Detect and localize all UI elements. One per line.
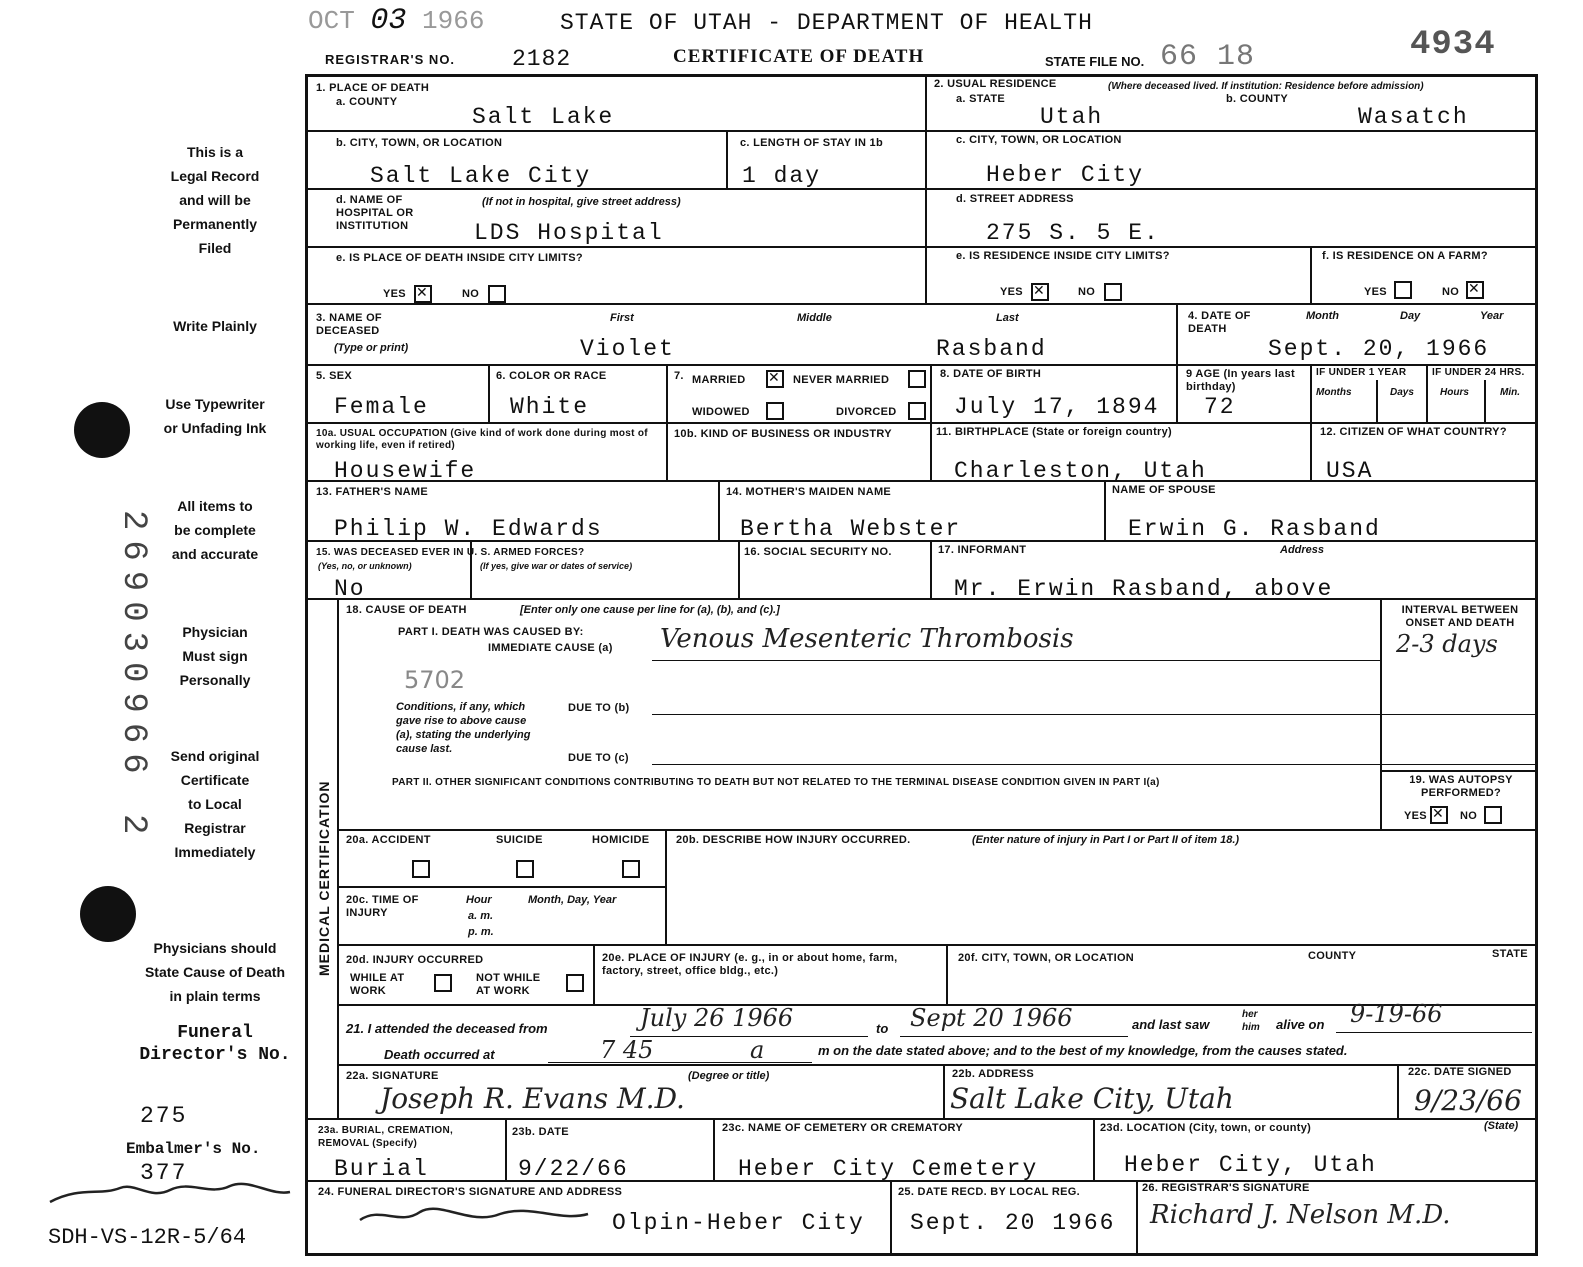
- label-mother: 14. MOTHER'S MAIDEN NAME: [726, 486, 892, 498]
- label-attended-from: 21. I attended the deceased from: [346, 1021, 548, 1036]
- hospital-value: LDS Hospital: [474, 220, 664, 246]
- label-no: NO: [1460, 810, 1478, 822]
- registrar-sig-value: Richard J. Nelson M.D.: [1150, 1200, 1451, 1230]
- rule: [943, 1064, 945, 1118]
- attended-from-value: July 26 1966: [640, 1004, 794, 1032]
- label-cause-note: [Enter only one cause per line for (a), (b), and (c).]: [520, 604, 780, 616]
- suicide-checkbox[interactable]: [516, 860, 534, 878]
- embalmer-no: 377: [140, 1160, 188, 1186]
- rule: [946, 944, 948, 1004]
- label-due-b: DUE TO (b): [568, 702, 630, 714]
- funeral-no-label: [115, 1022, 315, 1066]
- rule: [925, 74, 927, 304]
- form-id: SDH-VS-12R-5/64: [48, 1225, 247, 1250]
- margin-line: Send original: [170, 748, 260, 764]
- sig-address-value: Salt Lake City, Utah: [950, 1082, 1234, 1115]
- label-last-saw: and last saw: [1132, 1017, 1210, 1032]
- rule: [1104, 480, 1106, 540]
- label-degree: (Degree or title): [688, 1070, 770, 1082]
- rule: [713, 1118, 715, 1180]
- label-residence-note: (Where deceased lived. If institution: Residence before admission): [1108, 81, 1424, 92]
- label-to: to: [876, 1021, 889, 1036]
- not-while-work-checkbox[interactable]: [566, 974, 584, 992]
- label-divorced: DIVORCED: [836, 406, 897, 418]
- label-injury-city: 20f. CITY, TOWN, OR LOCATION: [958, 952, 1135, 964]
- label-city: b. CITY, TOWN, OR LOCATION: [336, 137, 503, 149]
- location-value: Heber City, Utah: [1124, 1152, 1377, 1178]
- date-stamp: [308, 4, 484, 38]
- label-address: Address: [1280, 544, 1325, 556]
- burial-date-value: 9/22/66: [518, 1156, 629, 1182]
- mother-value: Bertha Webster: [740, 516, 962, 542]
- punch-hole-bottom: [80, 886, 136, 942]
- rule: [1093, 1118, 1095, 1180]
- married-checkbox[interactable]: [766, 370, 784, 388]
- last-name-value: Rasband: [936, 336, 1047, 362]
- label-birthplace: 11. BIRTHPLACE (State or foreign country): [936, 426, 1172, 438]
- label-type-print: (Type or print): [334, 342, 409, 354]
- margin-line: Funeral: [177, 1023, 253, 1043]
- state-file-no: 66 18: [1160, 40, 1256, 74]
- vertical-number: 269030966 2: [114, 510, 152, 845]
- label-am: a. m.: [468, 910, 494, 922]
- death-time-value: 7 45: [600, 1036, 654, 1064]
- label-due-c: DUE TO (c): [568, 752, 629, 764]
- cause-code: 5702: [404, 666, 466, 694]
- label-location-state: (State): [1484, 1120, 1519, 1132]
- death-date-value: Sept. 20, 1966: [1268, 336, 1490, 362]
- label-under-24-hrs: IF UNDER 24 HRS.: [1432, 367, 1525, 378]
- rule: [305, 422, 1538, 424]
- rule: [726, 130, 728, 188]
- label-married: MARRIED: [692, 374, 746, 386]
- margin-line: Registrar: [184, 820, 246, 836]
- label-cemetery: 23c. NAME OF CEMETERY OR CREMATORY: [722, 1122, 964, 1134]
- burial-value: Burial: [334, 1156, 429, 1182]
- label-hours: Hours: [1440, 387, 1469, 398]
- margin-physician: [125, 620, 305, 692]
- never-married-checkbox[interactable]: [908, 370, 926, 388]
- while-work-checkbox[interactable]: [434, 974, 452, 992]
- date-stamp-day: 03: [370, 4, 407, 38]
- margin-line: Immediately: [174, 844, 256, 860]
- label-res-state: a. STATE: [956, 93, 1006, 105]
- label-months: Months: [1316, 387, 1352, 398]
- label-age: 9 AGE (In years last birthday): [1186, 368, 1295, 393]
- label-usual-residence: 2. USUAL RESIDENCE: [934, 78, 1057, 90]
- label-stay: c. LENGTH OF STAY IN 1b: [740, 137, 883, 149]
- label-first: First: [610, 312, 634, 324]
- margin-line: Director's No.: [139, 1045, 291, 1065]
- funeral-signature-scribble: [40, 1166, 600, 1256]
- label-yes: YES: [383, 288, 406, 300]
- label-funeral-director: 24. FUNERAL DIRECTOR'S SIGNATURE AND ADDRESS: [318, 1186, 623, 1198]
- rule: [1484, 380, 1486, 422]
- label-street: d. STREET ADDRESS: [956, 193, 1074, 205]
- label-min: Min.: [1500, 387, 1520, 398]
- stamp-no: 4934: [1410, 26, 1496, 64]
- margin-legal: [125, 140, 305, 260]
- label-death-city-limits: e. IS PLACE OF DEATH INSIDE CITY LIMITS?: [336, 252, 583, 264]
- res-state-value: Utah: [1040, 104, 1104, 130]
- margin-line: Use Typewriter: [165, 396, 265, 412]
- label-armed-note1: (Yes, no, or unknown): [318, 561, 412, 571]
- rule: [337, 886, 665, 888]
- rule: [890, 1180, 892, 1256]
- divorced-checkbox[interactable]: [908, 402, 926, 420]
- label-sex: 5. SEX: [316, 370, 353, 382]
- label-widowed: WIDOWED: [692, 406, 750, 418]
- death-in-city-no-checkbox[interactable]: [488, 285, 506, 303]
- street-value: 275 S. 5 E.: [986, 220, 1160, 246]
- label-yes: YES: [1404, 810, 1427, 822]
- label-autopsy: 19. WAS AUTOPSY PERFORMED?: [1409, 774, 1513, 799]
- label-res-county: b. COUNTY: [1226, 93, 1288, 105]
- rule: [930, 364, 932, 480]
- rule: [305, 246, 1538, 248]
- death-time-line: [548, 1062, 812, 1063]
- margin-legal-line: Filed: [198, 240, 232, 256]
- margin-line: in plain terms: [169, 988, 261, 1004]
- label-yes: YES: [1000, 286, 1023, 298]
- attended-from-line: [630, 1036, 868, 1037]
- label-never-married: NEVER MARRIED: [793, 374, 890, 386]
- date-stamp-month: OCT: [308, 6, 355, 36]
- rule: [930, 540, 932, 598]
- label-middle: Middle: [797, 312, 832, 324]
- farm-no-checkbox[interactable]: [1466, 281, 1484, 299]
- rule: [665, 829, 667, 944]
- date-recd-value: Sept. 20 1966: [910, 1210, 1116, 1236]
- margin-line: Physicians should: [153, 940, 277, 956]
- immediate-cause-value: Venous Mesenteric Thrombosis: [660, 624, 1074, 654]
- sex-value: Female: [334, 394, 429, 420]
- father-value: Philip W. Edwards: [334, 516, 603, 542]
- label-marital: 7.: [674, 370, 684, 382]
- margin-legal-line: Permanently: [172, 216, 258, 232]
- farm-yes-checkbox[interactable]: [1394, 281, 1412, 299]
- margin-line: to Local: [188, 796, 242, 812]
- label-signature: 22a. SIGNATURE: [346, 1070, 439, 1082]
- label-day: Day: [1400, 310, 1421, 322]
- margin-line: Personally: [179, 672, 251, 688]
- label-burial-date: 23b. DATE: [512, 1126, 569, 1138]
- label-birth-date: 8. DATE OF BIRTH: [940, 368, 1042, 380]
- label-yes: YES: [1364, 286, 1387, 298]
- attended-to-value: Sept 20 1966: [910, 1004, 1073, 1032]
- label-injury-state: STATE: [1492, 948, 1528, 960]
- label-citizen: 12. CITIZEN OF WHAT COUNTRY?: [1320, 426, 1507, 438]
- label-year: Year: [1480, 310, 1504, 322]
- label-spouse: NAME OF SPOUSE: [1112, 484, 1216, 496]
- label-under-1-year: IF UNDER 1 YEAR: [1316, 367, 1407, 378]
- signature-value: Joseph R. Evans M.D.: [380, 1082, 685, 1115]
- rule: [1176, 303, 1178, 423]
- form-title: STATE OF UTAH - DEPARTMENT OF HEALTH: [560, 10, 1093, 36]
- rule: [666, 364, 668, 480]
- punch-hole-top: [74, 402, 130, 458]
- label-alive-on: alive on: [1276, 1017, 1325, 1032]
- armed-value: No: [334, 576, 366, 602]
- rule: [488, 364, 490, 422]
- label-date-of-death: 4. DATE OF DEATH: [1188, 310, 1251, 335]
- margin-typewriter: [125, 392, 305, 440]
- funeral-no: 275: [140, 1103, 188, 1129]
- city-value: Salt Lake City: [370, 163, 592, 189]
- rule: [337, 829, 1538, 831]
- label-res-city-limits: e. IS RESIDENCE INSIDE CITY LIMITS?: [956, 250, 1170, 262]
- rule: [925, 130, 1535, 132]
- margin-line: All items to: [177, 498, 253, 514]
- label-injury-occurred: 20d. INJURY OCCURRED: [346, 954, 484, 966]
- margin-cause-terms: [125, 936, 305, 1008]
- birth-date-value: July 17, 1894: [954, 394, 1160, 420]
- label-ssn: 16. SOCIAL SECURITY NO.: [744, 546, 892, 558]
- rule: [1397, 1064, 1399, 1118]
- stay-value: 1 day: [742, 163, 822, 189]
- citizen-value: USA: [1326, 458, 1374, 484]
- rule: [1376, 380, 1378, 422]
- birthplace-value: Charleston, Utah: [954, 458, 1207, 484]
- label-informant: 17. INFORMANT: [938, 544, 1027, 556]
- label-registrar-sig: 26. REGISTRAR'S SIGNATURE: [1142, 1182, 1310, 1194]
- rule: [337, 944, 1538, 946]
- res-city-value: Heber City: [986, 162, 1145, 188]
- label-no: NO: [1078, 286, 1096, 298]
- label-her-him: her him: [1242, 1009, 1260, 1033]
- rule: [305, 1118, 1538, 1120]
- rule: [718, 480, 720, 540]
- label-father: 13. FATHER'S NAME: [316, 486, 429, 498]
- margin-line: State Cause of Death: [144, 964, 286, 980]
- label-not-while-work: NOT WHILE AT WORK: [476, 972, 541, 997]
- label-date-signed: 22c. DATE SIGNED: [1408, 1066, 1512, 1078]
- label-last: Last: [996, 312, 1019, 324]
- label-month: Month: [1306, 310, 1339, 322]
- label-business: 10b. KIND OF BUSINESS OR INDUSTRY: [674, 428, 892, 440]
- label-race: 6. COLOR OR RACE: [496, 370, 607, 382]
- immediate-line: [652, 660, 1380, 661]
- margin-line: Certificate: [180, 772, 250, 788]
- label-armed-note2: (If yes, give war or dates of service): [480, 561, 633, 571]
- due-b-line: [652, 714, 1538, 715]
- accident-checkbox[interactable]: [412, 860, 430, 878]
- label-while-work: WHILE AT WORK: [350, 972, 405, 997]
- autopsy-yes-checkbox[interactable]: [1430, 806, 1448, 824]
- label-cause-of-death: 18. CAUSE OF DEATH: [346, 604, 467, 616]
- label-death-occurred: Death occurred at: [384, 1047, 495, 1062]
- interval-value: 2-3 days: [1396, 630, 1498, 658]
- registrar-no: 2182: [512, 46, 572, 72]
- due-c-line: [652, 764, 1538, 765]
- rule: [1380, 770, 1538, 772]
- margin-write-plainly: Write Plainly: [173, 318, 257, 334]
- label-conditions: Conditions, if any, which gave rise to above cause (a), stating the underlying cause last.: [396, 701, 531, 755]
- rule: [738, 540, 740, 598]
- label-farm: f. IS RESIDENCE ON A FARM?: [1322, 250, 1488, 262]
- label-sig-address: 22b. ADDRESS: [952, 1068, 1035, 1080]
- label-no: NO: [462, 288, 480, 300]
- rule: [305, 598, 1538, 600]
- embalmer-label: Embalmer's No.: [126, 1140, 261, 1158]
- label-m-on: m on the date stated above; and to the best of my knowledge, from the causes stated.: [818, 1043, 1348, 1058]
- first-name-value: Violet: [580, 336, 675, 362]
- res-in-city-yes-checkbox[interactable]: [1031, 283, 1049, 301]
- label-suicide: SUICIDE: [496, 834, 543, 846]
- label-time-injury: 20c. TIME OF INJURY: [346, 894, 419, 919]
- rule: [1310, 246, 1312, 303]
- label-part2: PART II. OTHER SIGNIFICANT CONDITIONS CONTRIBUTING TO DEATH BUT NOT RELATED TO THE TERMINAL DISEASE CONDITION GIVEN IN PART I(a): [392, 777, 1160, 788]
- label-county: a. COUNTY: [336, 96, 398, 108]
- widowed-checkbox[interactable]: [766, 402, 784, 420]
- occupation-value: Housewife: [334, 458, 477, 484]
- margin-legal-line: Legal Record: [170, 168, 260, 184]
- label-no: NO: [1442, 286, 1460, 298]
- registrar-label: REGISTRAR'S NO.: [325, 52, 456, 67]
- date-stamp-year: 1966: [422, 6, 485, 36]
- death-ampm-value: a: [750, 1036, 765, 1064]
- date-signed-value: 9/23/66: [1414, 1084, 1522, 1117]
- rule: [1426, 364, 1428, 422]
- label-pm: p. m.: [468, 926, 494, 938]
- state-file-label: STATE FILE NO.: [1045, 54, 1145, 69]
- margin-complete: [125, 494, 305, 566]
- margin-send: [125, 744, 305, 864]
- rule: [337, 1064, 1538, 1066]
- cemetery-value: Heber City Cemetery: [738, 1156, 1039, 1182]
- rule: [337, 598, 339, 1118]
- label-interval: INTERVAL BETWEEN ONSET AND DEATH: [1401, 604, 1519, 629]
- margin-legal-line: This is a: [186, 144, 244, 160]
- race-value: White: [510, 394, 590, 420]
- rule: [305, 303, 1538, 305]
- margin-line: or Unfading Ink: [163, 420, 267, 436]
- homicide-checkbox[interactable]: [622, 860, 640, 878]
- rule: [593, 944, 595, 1004]
- death-in-city-yes-checkbox[interactable]: [414, 285, 432, 303]
- label-describe-injury: 20b. DESCRIBE HOW INJURY OCCURRED.: [676, 834, 911, 846]
- res-in-city-no-checkbox[interactable]: [1104, 283, 1122, 301]
- label-occupation: 10a. USUAL OCCUPATION (Give kind of work done during most of working life, even if retired): [316, 428, 648, 451]
- label-describe-note: (Enter nature of injury in Part I or Part II of item 18.): [972, 834, 1240, 846]
- label-place-injury: 20e. PLACE OF INJURY (e. g., in or about home, farm, factory, street, office bldg., etc.): [602, 952, 898, 977]
- spouse-value: Erwin G. Rasband: [1128, 516, 1381, 542]
- rule: [1310, 364, 1312, 480]
- res-county-value: Wasatch: [1358, 104, 1469, 130]
- label-days: Days: [1390, 387, 1414, 398]
- margin-legal-line: and will be: [179, 192, 251, 208]
- label-mdy: Month, Day, Year: [528, 894, 617, 906]
- alive-on-value: 9-19-66: [1350, 1000, 1443, 1028]
- rule: [1136, 1180, 1138, 1256]
- label-location: 23d. LOCATION (City, town, or county): [1100, 1122, 1312, 1134]
- alive-on-line: [1336, 1032, 1532, 1033]
- label-hospital: d. NAME OF HOSPITAL OR INSTITUTION: [336, 194, 414, 232]
- label-injury-county: COUNTY: [1308, 950, 1357, 962]
- label-armed-forces: 15. WAS DECEASED EVER IN U. S. ARMED FORCES?: [316, 547, 585, 558]
- label-burial: 23a. BURIAL, CREMATION, REMOVAL (Specify): [318, 1125, 454, 1149]
- margin-line: and accurate: [171, 546, 259, 562]
- margin-line: Physician: [182, 624, 248, 640]
- label-res-city: c. CITY, TOWN, OR LOCATION: [956, 134, 1122, 146]
- funeral-director-value: Olpin-Heber City: [612, 1210, 865, 1236]
- label-name-deceased: 3. NAME OF DECEASED: [316, 312, 382, 337]
- autopsy-no-checkbox[interactable]: [1484, 806, 1502, 824]
- label-immediate: IMMEDIATE CAUSE (a): [488, 642, 613, 654]
- label-accident: 20a. ACCIDENT: [346, 834, 431, 846]
- label-part1: PART I. DEATH WAS CAUSED BY:: [398, 626, 584, 638]
- label-date-recd: 25. DATE RECD. BY LOCAL REG.: [898, 1186, 1080, 1198]
- label-hospital-note: (If not in hospital, give street address): [482, 196, 681, 208]
- medical-certification-label: MEDICAL CERTIFICATION: [316, 780, 332, 976]
- informant-value: Mr. Erwin Rasband, above: [954, 576, 1334, 602]
- label-place-of-death: 1. PLACE OF DEATH: [316, 82, 430, 94]
- attended-to-line: [900, 1036, 1128, 1037]
- county-value: Salt Lake: [472, 104, 615, 130]
- margin-line: be complete: [174, 522, 256, 538]
- rule: [305, 130, 925, 132]
- age-value: 72: [1204, 394, 1236, 420]
- certificate-title: CERTIFICATE OF DEATH: [673, 46, 925, 67]
- margin-line: Must sign: [182, 648, 248, 664]
- label-hour: Hour: [466, 894, 492, 906]
- label-homicide: HOMICIDE: [592, 834, 650, 846]
